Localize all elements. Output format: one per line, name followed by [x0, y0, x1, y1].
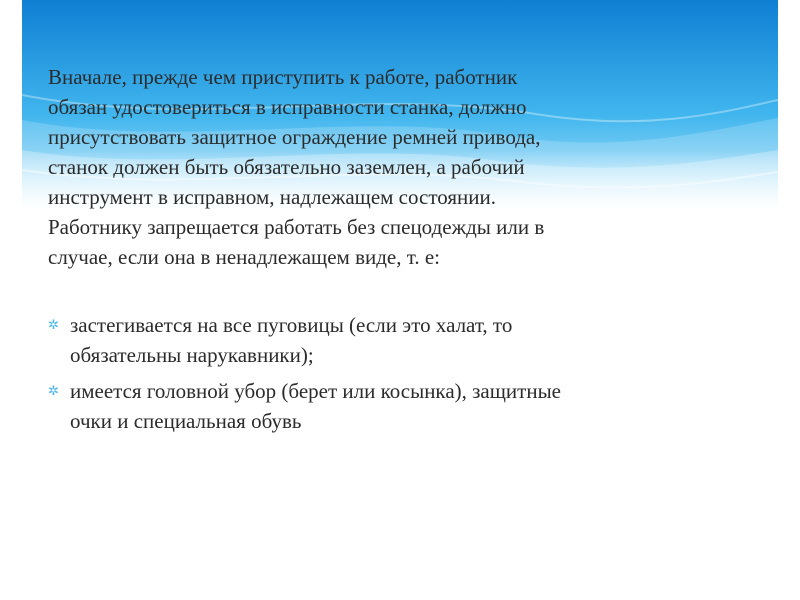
star-bullet-icon: ✲	[48, 317, 59, 332]
paragraph-line: станок должен быть обязательно заземлен, а рабочий	[48, 155, 525, 179]
list-item-line: имеется головной убор (берет или косынка), защитные	[70, 379, 561, 403]
star-bullet-icon: ✲	[48, 383, 59, 398]
paragraph-line: присутствовать защитное ограждение ремней привода,	[48, 125, 541, 149]
slide-content	[48, 62, 708, 442]
list-item-line: очки и специальная обувь	[70, 409, 302, 433]
list-item	[48, 310, 708, 370]
list-item	[48, 376, 708, 436]
paragraph-line: Вначале, прежде чем приступить к работе, работник	[48, 65, 518, 89]
paragraph-line: обязан удостовериться в исправности станка, должно	[48, 95, 527, 119]
paragraph-line: Работнику запрещается работать без спецодежды или в	[48, 215, 545, 239]
requirements-list	[48, 310, 708, 436]
paragraph-line: случае, если она в ненадлежащем виде, т. е:	[48, 245, 440, 269]
paragraph-line: инструмент в исправном, надлежащем состоянии.	[48, 185, 496, 209]
list-item-line: обязательны нарукавники);	[70, 343, 314, 367]
intro-paragraph	[48, 62, 708, 272]
list-item-line: застегивается на все пуговицы (если это халат, то	[70, 313, 513, 337]
